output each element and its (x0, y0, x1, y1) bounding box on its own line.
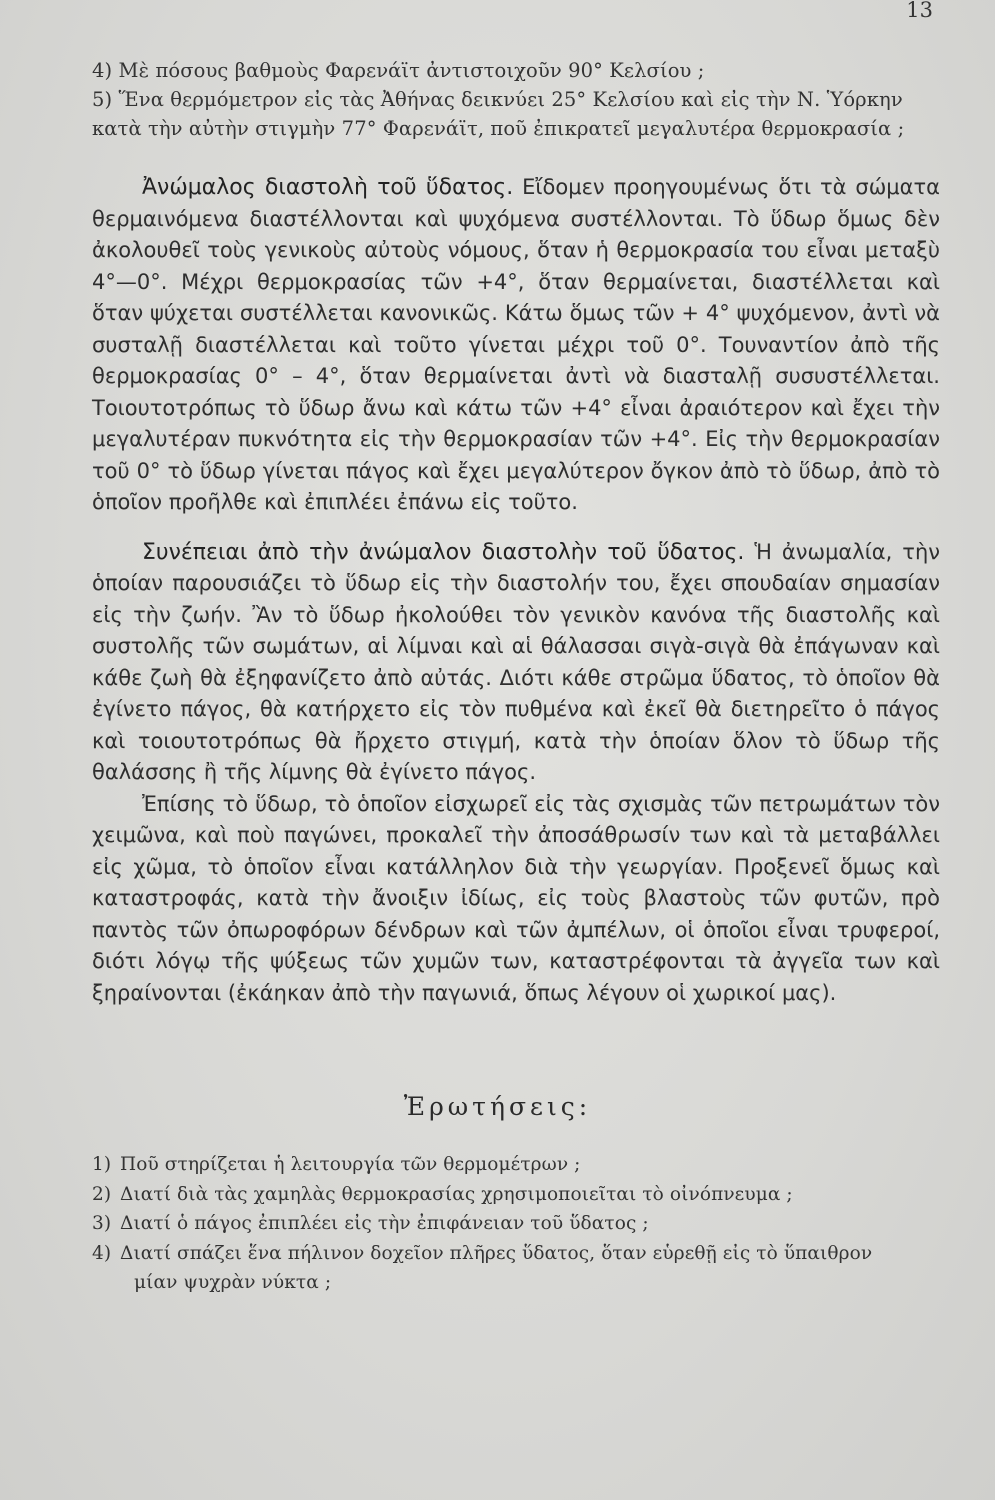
question-item (92, 1209, 942, 1239)
question-number: 4) (92, 1242, 112, 1264)
question-text: Ποῦ στηρίζεται ἡ λειτουργία τῶν θερμομέτρων ; (119, 1154, 581, 1175)
question-continuation: μίαν ψυχρὰν νύκτα ; (134, 1272, 332, 1293)
questions-list (92, 1150, 942, 1298)
questions-heading: Ἐρωτήσεις: (403, 1092, 592, 1121)
paragraph-2-text: Ἡ ἀνωμαλία, τὴν ὁποίαν παρουσιάζει τὸ ὕδωρ εἰς τὴν διαστολήν του, ἔχει σπουδαίαν σημασίαν εἰς τὴν ζωήν. Ἂν τὸ ὕδωρ ἠκολούθει τὸν γενικὸν κανόνα τῆς διαστολῆς καὶ συστολῆς τῶν σωμάτων, αἱ λίμναι καὶ αἱ θάλασσαι σιγὰ-σιγὰ θὰ ἐπάγωναν καὶ κάθε ζωὴ θὰ ἐξηφανίζετο ἀπὸ αὐτάς. Διότι κάθε στρῶμα ὕδατος, τὸ ὁποῖον θὰ ἐγίνετο πάγος, θὰ κατήρχετο εἰς τὸν πυθμένα καὶ ἐκεῖ θὰ διετηρεῖτο ὁ πάγος καὶ τοιουτοτρόπως θὰ ἤρχετο στιγμή, κατὰ τὴν ὁποίαν ὅλον τὸ ὕδωρ τῆς θαλάσσης ἢ τῆς λίμνης θὰ ἐγίνετο πάγος. (92, 539, 940, 784)
question-5-line-2: κατὰ τὴν αὐτὴν στιγμὴν 77° Φαρενάϊτ, ποῦ ἐπικρατεῖ μεγαλυτέρα θερμοκρασία ; (92, 117, 905, 140)
paragraph-weathering: Ἐπίσης τὸ ὕδωρ, τὸ ὁποῖον εἰσχωρεῖ εἰς τὰς σχισμὰς τῶν πετρωμάτων τὸν χειμῶνα, καὶ ποὺ παγώνει, προκαλεῖ τὴν ἀποσάθρωσίν των καὶ τὰ μεταβάλλει εἰς χῶμα, τὸ ὁποῖον εἶναι κατάλληλον διὰ τὴν γεωργίαν. Προξενεῖ ὅμως καὶ καταστροφάς, κατὰ τὴν ἄνοιξιν ἰδίως, εἰς τοὺς βλαστοὺς τῶν φυτῶν, πρὸ παντὸς τῶν ὀπωροφόρων δένδρων καὶ τῶν ἀμπέλων, οἱ ὁποῖοι εἶναι τρυφεροί, διότι λόγῳ τῆς ψύξεως τῶν χυμῶν των, καταστρέφονται τὰ ἀγγεῖα των καὶ ξηραίνονται (ἐκάηκαν ἀπὸ τὴν παγωνιά, ὅπως λέγουν οἱ χωρικοί μας). (92, 791, 940, 1005)
question-text: Διατί σπάζει ἕνα πήλινον δοχεῖον πλῆρες ὕδατος, ὅταν εὑρεθῇ εἰς τὸ ὕπαιθρον (119, 1242, 873, 1264)
top-questions (92, 56, 942, 143)
question-item (92, 1180, 942, 1210)
section-body (92, 172, 940, 1009)
paragraph-consequences (92, 537, 940, 789)
paragraph-anomalous-expansion (92, 172, 940, 519)
question-number: 1) (92, 1154, 112, 1175)
question-number: 3) (92, 1213, 112, 1234)
question-text: Διατί διὰ τὰς χαμηλὰς θερμοκρασίας χρησιμοποιεῖται τὸ οἰνόπνευμα ; (119, 1183, 793, 1205)
paragraph-1-text: Εἴδομεν προηγουμένως ὅτι τὰ σώματα θερμαινόμενα διαστέλλονται καὶ ψυχόμενα συστέλλονται. Τὸ ὕδωρ ὅμως δὲν ἀκολουθεῖ τοὺς γενικοὺς αὐτοὺς νόμους, ὅταν ἡ θερμοκρασία του εἶναι μεταξὺ 4°—0°. Μέχρι θερμοκρασίας τῶν +4°, ὅταν θερμαίνεται, διαστέλλεται καὶ ὅταν ψύχεται συστέλλεται κανονικῶς. Κάτω ὅμως τῶν + 4° ψυχόμενον, ἀντὶ νὰ συσταλῇ διαστέλλεται καὶ τοῦτο γίνεται μέχρι τοῦ 0°. Τουναντίον ἀπὸ τῆς θερμοκρασίας 0° – 4°, ὅταν θερμαίνεται ἀντὶ νὰ διασταλῇ συσυστέλλεται. Τοιουτοτρόπως τὸ ὕδωρ ἄνω καὶ κάτω τῶν +4° εἶναι ἀραιότερον καὶ ἔχει τὴν μεγαλυτέραν πυκνότητα εἰς τὴν θερμοκρασίαν τῶν +4°. Εἰς τὴν θερμοκρασίαν τοῦ 0° τὸ ὕδωρ γίνεται πάγος καὶ ἔχει μεγαλύτερον ὄγκον ἀπὸ τὸ ὕδωρ, ἀπὸ τὸ ὁποῖον προῆλθε καὶ ἐπιπλέει ἐπάνω εἰς τοῦτο. (92, 175, 940, 514)
question-text: Διατί ὁ πάγος ἐπιπλέει εἰς τὴν ἐπιφάνειαν τοῦ ὕδατος ; (119, 1213, 649, 1234)
section-title: Ἀνώμαλος διαστολὴ τοῦ ὕδατος. (142, 175, 514, 200)
question-number: 2) (92, 1183, 112, 1205)
question-5-line-1: 5) Ἕνα θερμόμετρον εἰς τὰς Ἀθήνας δεικνύει 25° Κελσίου καὶ εἰς τὴν Ν. Ὑόρκην (92, 88, 903, 111)
question-4-fahrenheit: 4) Μὲ πόσους βαθμοὺς Φαρενάϊτ ἀντιστοιχοῦν 90° Κελσίου ; (92, 59, 705, 82)
question-item (92, 1239, 942, 1269)
page-number: 13 (906, 0, 933, 22)
subsection-title: Συνέπειαι ἀπὸ τὴν ἀνώμαλον διαστολὴν τοῦ ὕδατος. (142, 539, 745, 565)
question-item (92, 1150, 942, 1180)
